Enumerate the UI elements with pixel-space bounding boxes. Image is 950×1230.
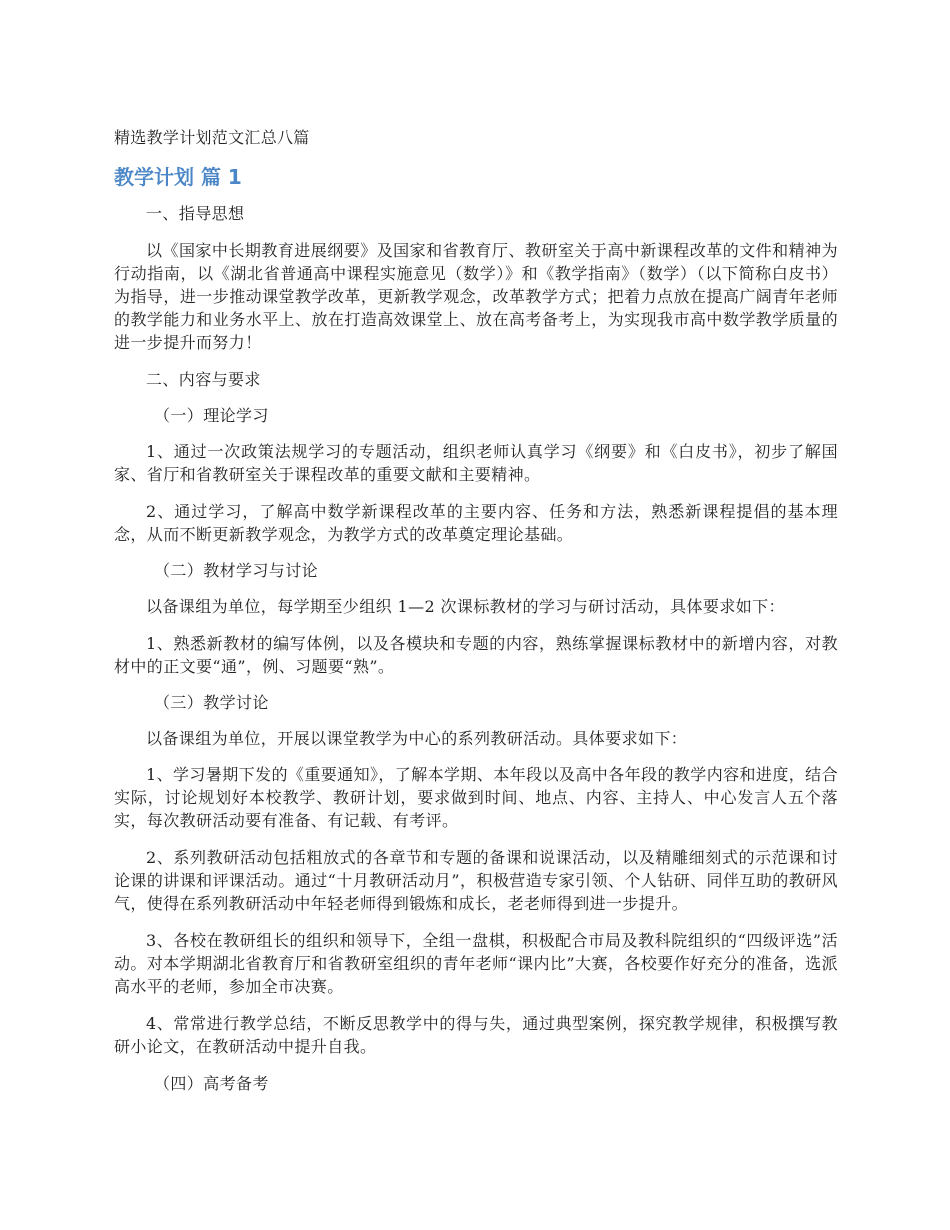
paragraph: 2、系列教研活动包括粗放式的各章节和专题的备课和说课活动，以及精雕细刻式的示范课和讨论课的讲课和评课活动。通过“十月教研活动月”，积极营造专家引领、个人钻研、同伴互助的教研风气，使得在系列教研活动中年轻老师得到锻炼和成长，老老师得到进一步提升。 [114, 848, 838, 913]
paragraph: 3、各校在教研组长的组织和领导下，全组一盘棋，积极配合市局及教科院组织的“四级评选”活动。对本学期湖北省教育厅和省教研室组织的青年老师“课内比”大赛，各校要作好充分的准备，选派高水平的老师，参加全市决赛。 [114, 931, 838, 996]
paragraph: 1、熟悉新教材的编写体例，以及各模块和专题的内容，熟练掌握课标教材中的新增内容，对教材中的正文要“通”，例、习题要“熟”。 [114, 634, 838, 676]
heading-content-requirements: 二、内容与要求 [146, 370, 261, 389]
heading-theory-study: （一）理论学习 [154, 406, 269, 425]
document-body [114, 200, 838, 1095]
heading-teaching-discussion: （三）教学讨论 [154, 693, 269, 712]
paragraph: 以备课组为单位，每学期至少组织 1—2 次课标教材的学习与研讨活动，具体要求如下： [146, 597, 785, 616]
paragraph: 1、学习暑期下发的《重要通知》，了解本学期、本年段以及高中各年段的教学内容和进度，结合实际，讨论规划好本校教学、教研计划，要求做到时间、地点、内容、主持人、中心发言人五个落实，每次教研活动要有准备、有记载、有考评。 [114, 765, 838, 830]
paragraph: 4、常常进行教学总结，不断反思教学中的得与失，通过典型案例，探究教学规律，积极撰写教研小论文，在教研活动中提升自我。 [114, 1014, 838, 1056]
heading-guiding-ideology: 一、指导思想 [146, 204, 245, 223]
paragraph: 以《国家中长期教育进展纲要》及国家和省教育厅、教研室关于高中新课程改革的文件和精神为行动指南，以《湖北省普通高中课程实施意见（数学）》和《教学指南》（数学）（以下简称白皮书）为指导，进一步推动课堂教学改革，更新教学观念，改革教学方式；把着力点放在提高广阔青年老师的教学能力和业务水平上、放在打造高效课堂上、放在高考备考上，为实现我市高中数学教学质量的进一步提升而努力！ [114, 241, 838, 352]
paragraph: 以备课组为单位，开展以课堂教学为中心的系列教研活动。具体要求如下： [146, 729, 688, 748]
heading-textbook-study: （二）教材学习与讨论 [154, 561, 319, 580]
paragraph: 2、通过学习，了解高中数学新课程改革的主要内容、任务和方法，熟悉新课程提倡的基本理念，从而不断更新教学观念，为教学方式的改革奠定理论基础。 [114, 502, 838, 544]
paragraph: 1、通过一次政策法规学习的专题活动，组织老师认真学习《纲要》和《白皮书》，初步了解国家、省厅和省教研室关于课程改革的重要文献和主要精神。 [114, 442, 838, 484]
document-title: 精选教学计划范文汇总八篇 [114, 128, 310, 147]
section-heading: 教学计划 篇 1 [114, 165, 242, 189]
heading-exam-prep: （四）高考备考 [154, 1074, 269, 1093]
